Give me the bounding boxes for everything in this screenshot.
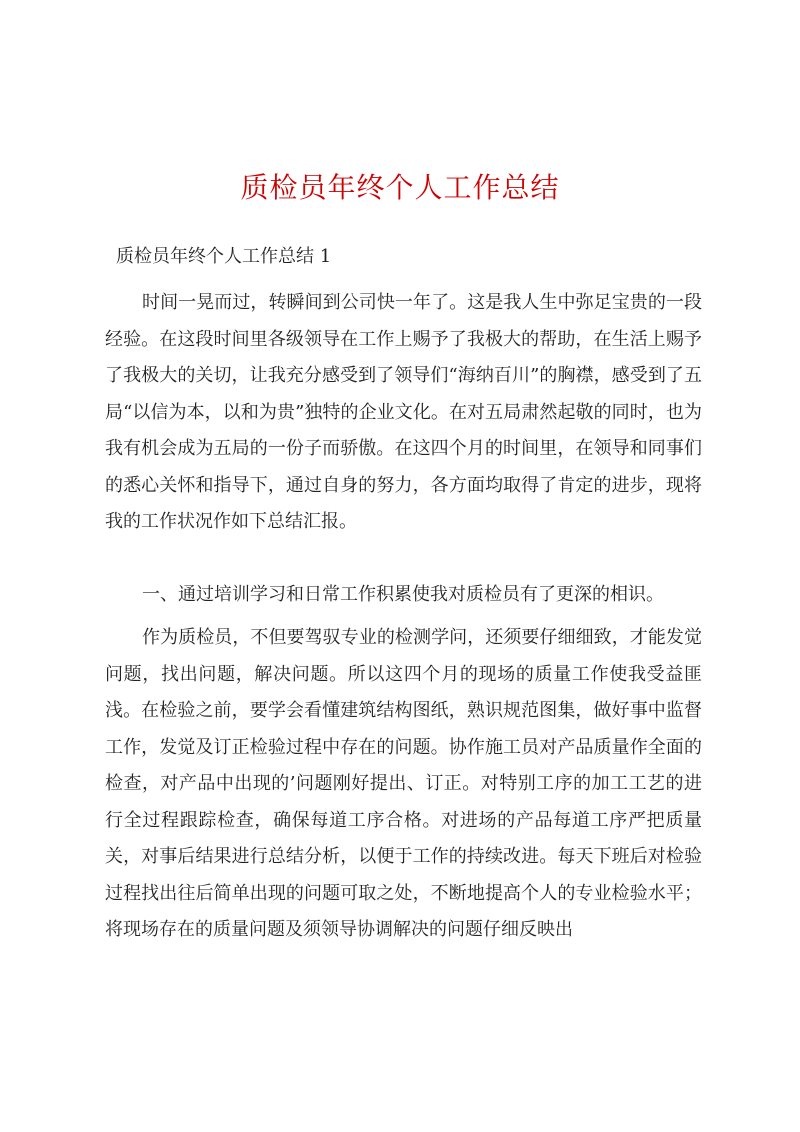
paragraph-quality-work: 作为质检员，不但要驾驭专业的检测学问，还须要仔细细致，才能发觉问题，找出问题，解决问题。所以这四个月的现场的质量工作使我受益匪浅。在检验之前，要学会看懂建筑结构图纸，熟识规范图集，做好事中监督工作，发觉及订正检验过程中存在的问题。协作施工员对产品质量作全面的检查，对产品中出现的’问题刚好提出、订正。对特别工序的加工工艺的进行全过程跟踪检查，确保每道工序合格。对进场的产品每道工序严把质量关，对事后结果进行总结分析，以便于工作的持续改进。每天下班后对检验过程找出往后简单出现的问题可取之处，不断地提高个人的专业检验水平；将现场存在的质量问题及须领导协调解决的问题仔细反映出 bbox=[105, 627, 702, 940]
document-title: 质检员年终个人工作总结 bbox=[240, 171, 560, 204]
paragraph-point-one: 一、通过培训学习和日常工作积累使我对质检员有了更深的相识。 bbox=[142, 584, 664, 605]
section-heading: 质检员年终个人工作总结 1 bbox=[116, 246, 332, 267]
paragraph-intro: 时间一晃而过，转瞬间到公司快一年了。这是我人生中弥足宝贵的一段经验。在这段时间里各级领导在工作上赐予了我极大的帮助，在生活上赐予了我极大的关切，让我充分感受到了领导们“海纳百川”的胸襟，感受到了五局“以信为本，以和为贵”独特的企业文化。在对五局肃然起敬的同时，也为我有机会成为五局的一份子而骄傲。在这四个月的时间里，在领导和同事们的悉心关怀和指导下，通过自身的努力，各方面均取得了肯定的进步，现将我的工作状况作如下总结汇报。 bbox=[105, 292, 702, 532]
